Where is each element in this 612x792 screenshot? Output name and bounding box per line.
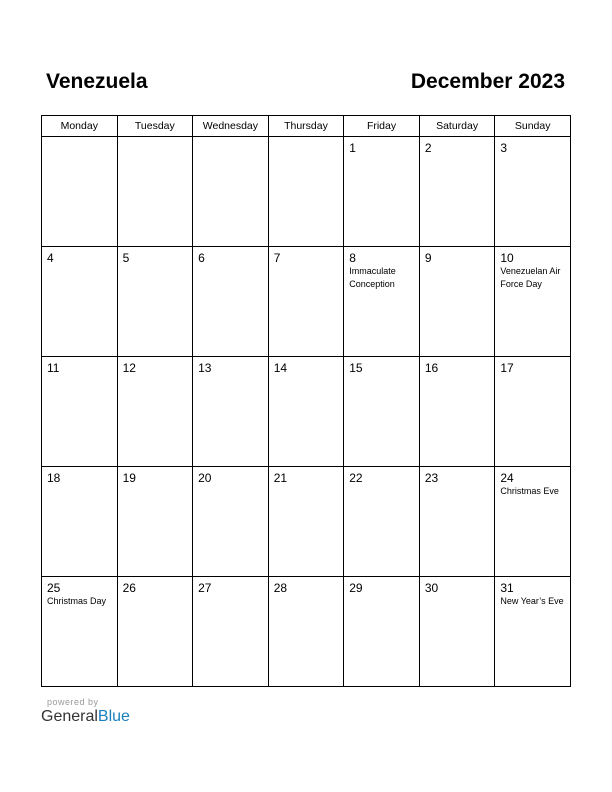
day-cell bbox=[268, 247, 344, 357]
day-number: 9 bbox=[424, 251, 432, 265]
calendar-grid bbox=[41, 115, 571, 687]
day-cell bbox=[419, 577, 495, 687]
day-number: 10 bbox=[500, 251, 514, 265]
day-number: 25 bbox=[47, 581, 61, 595]
day-cell bbox=[117, 357, 193, 467]
day-cell bbox=[344, 247, 420, 357]
day-number: 17 bbox=[500, 361, 514, 375]
day-number: 22 bbox=[349, 471, 363, 485]
holiday-label: New Year’s Eve bbox=[500, 596, 564, 606]
day-number: 21 bbox=[273, 471, 288, 485]
week-row bbox=[42, 467, 571, 577]
powered-by-label: powered by bbox=[47, 697, 99, 707]
day-cell bbox=[344, 467, 420, 577]
holiday-label: Venezuelan Air Force Day bbox=[500, 266, 561, 289]
day-number: 2 bbox=[424, 141, 432, 155]
day-cell bbox=[193, 137, 269, 247]
weekday-header: Thursday bbox=[268, 116, 344, 137]
week-row bbox=[42, 137, 571, 247]
day-number: 7 bbox=[273, 251, 281, 265]
day-cell bbox=[117, 577, 193, 687]
day-cell bbox=[495, 357, 571, 467]
day-cell bbox=[193, 247, 269, 357]
day-cell bbox=[419, 467, 495, 577]
weekday-header: Tuesday bbox=[117, 116, 193, 137]
day-cell bbox=[495, 247, 571, 357]
day-number: 27 bbox=[198, 581, 212, 595]
day-number: 31 bbox=[500, 581, 514, 595]
day-cell bbox=[42, 137, 118, 247]
holiday-label: Christmas Eve bbox=[500, 486, 559, 496]
day-cell bbox=[268, 357, 344, 467]
week-row bbox=[42, 577, 571, 687]
weekday-header-row bbox=[42, 116, 571, 137]
day-cell bbox=[117, 467, 193, 577]
day-number: 12 bbox=[122, 361, 136, 375]
day-cell bbox=[495, 467, 571, 577]
day-number: 5 bbox=[122, 251, 130, 265]
day-number: 15 bbox=[349, 361, 363, 375]
day-cell bbox=[117, 247, 193, 357]
weekday-header: Monday bbox=[42, 116, 118, 137]
day-cell bbox=[344, 137, 420, 247]
day-number: 19 bbox=[122, 471, 136, 485]
day-cell bbox=[344, 577, 420, 687]
day-cell bbox=[193, 467, 269, 577]
day-cell bbox=[268, 467, 344, 577]
day-number: 23 bbox=[424, 471, 439, 485]
day-cell bbox=[42, 467, 118, 577]
day-cell bbox=[268, 577, 344, 687]
day-cell bbox=[193, 357, 269, 467]
generalblue-logo bbox=[41, 708, 130, 726]
day-cell bbox=[193, 577, 269, 687]
holiday-label: Christmas Day bbox=[47, 596, 107, 606]
day-number: 8 bbox=[349, 251, 356, 265]
day-number: 24 bbox=[500, 471, 514, 485]
day-cell bbox=[117, 137, 193, 247]
day-number: 3 bbox=[500, 141, 508, 155]
holiday-label: Immaculate Conception bbox=[349, 266, 396, 289]
week-row bbox=[42, 247, 571, 357]
day-cell bbox=[268, 137, 344, 247]
day-cell bbox=[42, 357, 118, 467]
day-cell bbox=[42, 577, 118, 687]
weekday-header: Saturday bbox=[419, 116, 495, 137]
logo-text-blue: Blue bbox=[97, 708, 130, 725]
day-number: 20 bbox=[198, 471, 212, 485]
month-title: December 2023 bbox=[410, 70, 565, 93]
day-number: 1 bbox=[349, 141, 356, 155]
day-number: 14 bbox=[273, 361, 288, 375]
day-number: 16 bbox=[424, 361, 439, 375]
day-number: 6 bbox=[198, 251, 205, 265]
day-number: 4 bbox=[47, 251, 54, 265]
week-row bbox=[42, 357, 571, 467]
day-number: 29 bbox=[349, 581, 363, 595]
day-cell bbox=[419, 357, 495, 467]
day-cell bbox=[495, 137, 571, 247]
day-cell bbox=[419, 137, 495, 247]
day-number: 13 bbox=[198, 361, 212, 375]
day-cell bbox=[419, 247, 495, 357]
day-number: 30 bbox=[424, 581, 439, 595]
day-cell bbox=[344, 357, 420, 467]
day-cell bbox=[495, 577, 571, 687]
logo-text-general: General bbox=[41, 708, 98, 725]
day-number: 11 bbox=[47, 361, 60, 375]
day-number: 18 bbox=[47, 471, 61, 485]
day-number: 28 bbox=[273, 581, 288, 595]
weekday-header: Friday bbox=[344, 116, 420, 137]
country-title: Venezuela bbox=[46, 70, 148, 93]
weekday-header: Wednesday bbox=[193, 116, 269, 137]
weekday-header: Sunday bbox=[495, 116, 571, 137]
day-cell bbox=[42, 247, 118, 357]
day-number: 26 bbox=[122, 581, 136, 595]
